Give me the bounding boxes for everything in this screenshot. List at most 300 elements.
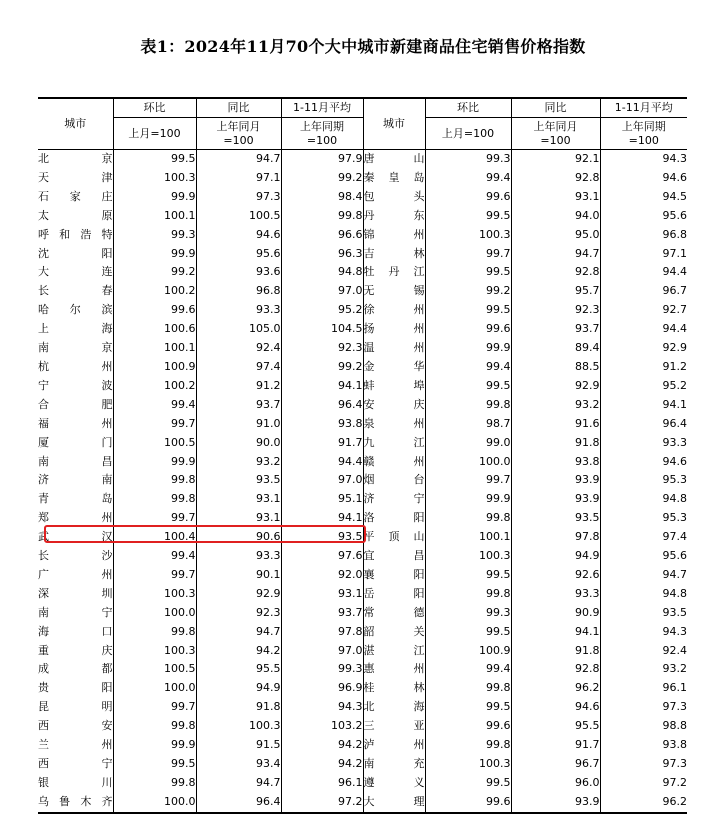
left-ytd-value: 97.8 xyxy=(281,623,363,642)
table-row xyxy=(38,660,687,679)
left-yoy-value: 105.0 xyxy=(196,320,281,339)
left-city-name: 郑州 xyxy=(38,511,113,525)
left-ytd-value: 104.5 xyxy=(281,320,363,339)
right-yoy-value: 93.9 xyxy=(511,793,600,813)
left-city-name: 呼和浩特 xyxy=(38,227,113,241)
table-row xyxy=(38,774,687,793)
right-ytd-value: 97.2 xyxy=(600,774,687,793)
left-ytd-value: 94.1 xyxy=(281,377,363,396)
left-yoy-value: 94.6 xyxy=(196,226,281,245)
right-yoy-value: 96.0 xyxy=(511,774,600,793)
left-yoy-value: 97.4 xyxy=(196,358,281,377)
right-ytd-value: 96.1 xyxy=(600,679,687,698)
left-yoy-value: 93.4 xyxy=(196,755,281,774)
left-ytd-value: 95.1 xyxy=(281,490,363,509)
right-mom-value: 99.3 xyxy=(425,604,511,623)
left-yoy-value: 94.2 xyxy=(196,642,281,661)
right-city-name: 烟台 xyxy=(363,471,425,490)
right-mom-value: 99.6 xyxy=(425,188,511,207)
left-yoy-value: 96.4 xyxy=(196,793,281,813)
left-mom-value: 100.0 xyxy=(113,793,196,813)
left-yoy-value: 95.6 xyxy=(196,245,281,264)
right-mom-value: 99.4 xyxy=(425,169,511,188)
header-yoy-base-text: 上年同月 =100 xyxy=(216,119,261,147)
right-ytd-value: 94.8 xyxy=(600,490,687,509)
right-ytd-value: 94.3 xyxy=(600,150,687,169)
left-yoy-value: 92.4 xyxy=(196,339,281,358)
right-yoy-value: 94.7 xyxy=(511,245,600,264)
left-city-name: 上海 xyxy=(38,322,113,336)
left-mom-value: 100.5 xyxy=(113,434,196,453)
right-ytd-value: 92.9 xyxy=(600,339,687,358)
right-city-name: 遵义 xyxy=(363,774,425,793)
left-ytd-value: 96.1 xyxy=(281,774,363,793)
right-mom-value: 99.8 xyxy=(425,736,511,755)
left-city-name: 南宁 xyxy=(38,605,113,619)
right-city-name: 九江 xyxy=(363,434,425,453)
left-city-name: 天津 xyxy=(38,170,113,184)
table-row xyxy=(38,339,687,358)
header-yoy-left: 同比 xyxy=(196,98,281,118)
left-mom-value: 99.8 xyxy=(113,471,196,490)
right-mom-value: 99.6 xyxy=(425,717,511,736)
left-mom-value: 100.5 xyxy=(113,660,196,679)
right-city-name: 扬州 xyxy=(363,320,425,339)
left-mom-value: 100.2 xyxy=(113,282,196,301)
left-ytd-value: 93.8 xyxy=(281,415,363,434)
right-yoy-value: 92.3 xyxy=(511,301,600,320)
right-ytd-value: 94.6 xyxy=(600,453,687,472)
left-yoy-value: 91.0 xyxy=(196,415,281,434)
right-mom-value: 99.8 xyxy=(425,396,511,415)
right-yoy-value: 91.8 xyxy=(511,434,600,453)
right-city-name: 锦州 xyxy=(363,226,425,245)
table-row xyxy=(38,717,687,736)
right-ytd-value: 94.7 xyxy=(600,566,687,585)
table-row xyxy=(38,396,687,415)
left-city-name: 济南 xyxy=(38,473,113,487)
right-ytd-value: 97.4 xyxy=(600,528,687,547)
left-yoy-value: 91.5 xyxy=(196,736,281,755)
left-yoy-value: 93.6 xyxy=(196,263,281,282)
right-city-name: 宜昌 xyxy=(363,547,425,566)
table-row xyxy=(38,301,687,320)
right-ytd-value: 95.6 xyxy=(600,207,687,226)
right-mom-value: 99.8 xyxy=(425,679,511,698)
right-city-name: 无锡 xyxy=(363,282,425,301)
left-city-name: 杭州 xyxy=(38,359,113,373)
right-yoy-value: 95.7 xyxy=(511,282,600,301)
right-ytd-value: 93.2 xyxy=(600,660,687,679)
left-ytd-value: 92.3 xyxy=(281,339,363,358)
right-ytd-value: 97.3 xyxy=(600,755,687,774)
left-city-name: 沈阳 xyxy=(38,246,113,260)
left-mom-value: 99.2 xyxy=(113,263,196,282)
right-ytd-value: 96.8 xyxy=(600,226,687,245)
right-yoy-value: 94.0 xyxy=(511,207,600,226)
right-mom-value: 99.2 xyxy=(425,282,511,301)
left-mom-value: 99.8 xyxy=(113,623,196,642)
right-mom-value: 99.4 xyxy=(425,660,511,679)
header-ytd-base-right xyxy=(600,118,687,150)
left-mom-value: 99.5 xyxy=(113,150,196,169)
right-ytd-value: 93.3 xyxy=(600,434,687,453)
left-ytd-value: 96.9 xyxy=(281,679,363,698)
right-yoy-value: 91.7 xyxy=(511,736,600,755)
right-mom-value: 100.3 xyxy=(425,226,511,245)
right-mom-value: 99.3 xyxy=(425,150,511,169)
right-mom-value: 98.7 xyxy=(425,415,511,434)
table-row xyxy=(38,207,687,226)
right-mom-value: 99.0 xyxy=(425,434,511,453)
left-city-name: 福州 xyxy=(38,416,113,430)
right-city-name: 常德 xyxy=(363,604,425,623)
header-mom-base-right: 上月=100 xyxy=(425,118,511,150)
right-yoy-value: 93.5 xyxy=(511,509,600,528)
right-mom-value: 99.5 xyxy=(425,774,511,793)
header-ytd-right: 1-11月平均 xyxy=(600,98,687,118)
right-yoy-value: 93.8 xyxy=(511,453,600,472)
left-mom-value: 100.0 xyxy=(113,604,196,623)
right-ytd-value: 93.5 xyxy=(600,604,687,623)
right-yoy-value: 92.1 xyxy=(511,150,600,169)
header-ytd-base-left xyxy=(281,118,363,150)
right-city-name: 韶关 xyxy=(363,623,425,642)
left-mom-value: 99.3 xyxy=(113,226,196,245)
header-ytd-left: 1-11月平均 xyxy=(281,98,363,118)
right-ytd-value: 93.8 xyxy=(600,736,687,755)
right-ytd-value: 95.2 xyxy=(600,377,687,396)
left-city-name: 合肥 xyxy=(38,397,113,411)
header-mom-base-left: 上月=100 xyxy=(113,118,196,150)
left-ytd-value: 99.8 xyxy=(281,207,363,226)
left-city-name: 石家庄 xyxy=(38,189,113,203)
right-mom-value: 99.5 xyxy=(425,623,511,642)
right-yoy-value: 91.6 xyxy=(511,415,600,434)
left-city-name: 昆明 xyxy=(38,700,113,714)
left-mom-value: 100.9 xyxy=(113,358,196,377)
right-ytd-value: 95.3 xyxy=(600,509,687,528)
header-yoy-base-right xyxy=(511,118,600,150)
left-yoy-value: 93.1 xyxy=(196,490,281,509)
left-mom-value: 99.4 xyxy=(113,547,196,566)
left-yoy-value: 97.3 xyxy=(196,188,281,207)
right-ytd-value: 94.6 xyxy=(600,169,687,188)
table-row xyxy=(38,453,687,472)
left-mom-value: 99.8 xyxy=(113,774,196,793)
left-yoy-value: 97.1 xyxy=(196,169,281,188)
right-yoy-value: 89.4 xyxy=(511,339,600,358)
right-yoy-value: 93.1 xyxy=(511,188,600,207)
left-mom-value: 100.3 xyxy=(113,169,196,188)
header-city-left: 城市 xyxy=(64,117,87,130)
left-yoy-value: 93.5 xyxy=(196,471,281,490)
right-city-name: 湛江 xyxy=(363,642,425,661)
right-city-name: 泸州 xyxy=(363,736,425,755)
left-ytd-value: 94.3 xyxy=(281,698,363,717)
table-row xyxy=(38,471,687,490)
right-city-name: 襄阳 xyxy=(363,566,425,585)
left-mom-value: 99.8 xyxy=(113,717,196,736)
left-mom-value: 99.9 xyxy=(113,188,196,207)
table-row xyxy=(38,793,687,813)
right-yoy-value: 92.6 xyxy=(511,566,600,585)
left-ytd-value: 94.8 xyxy=(281,263,363,282)
left-city-name: 哈尔滨 xyxy=(38,303,113,317)
left-ytd-value: 92.0 xyxy=(281,566,363,585)
left-yoy-value: 93.2 xyxy=(196,453,281,472)
table-row xyxy=(38,434,687,453)
right-yoy-value: 95.5 xyxy=(511,717,600,736)
table-row xyxy=(38,585,687,604)
page-title: 表1：2024年11月70个大中城市新建商品住宅销售价格指数 xyxy=(140,37,586,56)
right-mom-value: 99.6 xyxy=(425,320,511,339)
right-mom-value: 100.3 xyxy=(425,547,511,566)
left-city-name: 南京 xyxy=(38,341,113,355)
left-yoy-value: 91.8 xyxy=(196,698,281,717)
left-city-name: 武汉 xyxy=(38,530,113,544)
table-row xyxy=(38,623,687,642)
right-yoy-value: 96.7 xyxy=(511,755,600,774)
left-city-name: 宁波 xyxy=(38,378,113,392)
left-yoy-value: 93.7 xyxy=(196,396,281,415)
left-yoy-value: 94.7 xyxy=(196,623,281,642)
left-city-name: 大连 xyxy=(38,265,113,279)
left-ytd-value: 93.1 xyxy=(281,585,363,604)
header-yoy-right: 同比 xyxy=(511,98,600,118)
table-row xyxy=(38,226,687,245)
right-mom-value: 99.5 xyxy=(425,698,511,717)
left-city-name: 乌鲁木齐 xyxy=(38,794,113,808)
left-city-name: 深圳 xyxy=(38,586,113,600)
left-yoy-value: 91.2 xyxy=(196,377,281,396)
table-row xyxy=(38,566,687,585)
table-row xyxy=(38,358,687,377)
right-ytd-value: 94.1 xyxy=(600,396,687,415)
right-mom-value: 100.3 xyxy=(425,755,511,774)
right-yoy-value: 93.9 xyxy=(511,490,600,509)
right-city-name: 吉林 xyxy=(363,245,425,264)
right-city-name: 平顶山 xyxy=(363,528,425,547)
right-city-name: 泉州 xyxy=(363,415,425,434)
header-ytd-base-text: 上年同期 =100 xyxy=(621,119,666,147)
left-ytd-value: 97.2 xyxy=(281,793,363,813)
right-yoy-value: 92.8 xyxy=(511,263,600,282)
table-row xyxy=(38,150,687,169)
left-city-name: 兰州 xyxy=(38,738,113,752)
left-city-name: 厦门 xyxy=(38,435,113,449)
left-ytd-value: 93.7 xyxy=(281,604,363,623)
header-yoy-base-text: 上年同月 =100 xyxy=(533,119,578,147)
right-city-name: 桂林 xyxy=(363,679,425,698)
header-city-right: 城市 xyxy=(363,98,425,150)
right-city-name: 金华 xyxy=(363,358,425,377)
table-row xyxy=(38,547,687,566)
left-ytd-value: 94.4 xyxy=(281,453,363,472)
left-ytd-value: 96.6 xyxy=(281,226,363,245)
left-city-name: 成都 xyxy=(38,662,113,676)
left-mom-value: 99.8 xyxy=(113,490,196,509)
left-mom-value: 99.6 xyxy=(113,301,196,320)
right-mom-value: 99.9 xyxy=(425,490,511,509)
left-ytd-value: 98.4 xyxy=(281,188,363,207)
left-city-name: 长沙 xyxy=(38,549,113,563)
left-yoy-value: 94.7 xyxy=(196,774,281,793)
right-city-name: 北海 xyxy=(363,698,425,717)
right-city-name: 秦皇岛 xyxy=(363,169,425,188)
table-row xyxy=(38,698,687,717)
right-yoy-value: 97.8 xyxy=(511,528,600,547)
header-mom-left: 环比 xyxy=(113,98,196,118)
right-ytd-value: 95.3 xyxy=(600,471,687,490)
table-row xyxy=(38,490,687,509)
left-yoy-value: 100.5 xyxy=(196,207,281,226)
right-ytd-value: 94.8 xyxy=(600,585,687,604)
right-city-name: 大理 xyxy=(363,793,425,813)
right-yoy-value: 92.8 xyxy=(511,169,600,188)
left-mom-value: 99.9 xyxy=(113,245,196,264)
left-mom-value: 100.2 xyxy=(113,377,196,396)
right-mom-value: 99.6 xyxy=(425,793,511,813)
left-ytd-value: 99.2 xyxy=(281,358,363,377)
left-ytd-value: 97.0 xyxy=(281,282,363,301)
right-ytd-value: 97.3 xyxy=(600,698,687,717)
table-row xyxy=(38,320,687,339)
right-mom-value: 100.1 xyxy=(425,528,511,547)
left-yoy-value: 93.3 xyxy=(196,547,281,566)
table-row xyxy=(38,528,687,547)
right-city-name: 惠州 xyxy=(363,660,425,679)
left-mom-value: 99.5 xyxy=(113,755,196,774)
right-yoy-value: 94.9 xyxy=(511,547,600,566)
left-city-name: 长春 xyxy=(38,284,113,298)
left-ytd-value: 91.7 xyxy=(281,434,363,453)
left-yoy-value: 90.1 xyxy=(196,566,281,585)
right-ytd-value: 94.4 xyxy=(600,263,687,282)
left-city-name: 西安 xyxy=(38,719,113,733)
right-ytd-value: 97.1 xyxy=(600,245,687,264)
right-ytd-value: 94.5 xyxy=(600,188,687,207)
left-mom-value: 100.3 xyxy=(113,585,196,604)
table-body xyxy=(38,150,687,813)
right-city-name: 牡丹江 xyxy=(363,263,425,282)
left-city-name: 南昌 xyxy=(38,454,113,468)
table-row xyxy=(38,282,687,301)
right-mom-value: 99.7 xyxy=(425,245,511,264)
left-city-name: 青岛 xyxy=(38,492,113,506)
right-city-name: 包头 xyxy=(363,188,425,207)
left-yoy-value: 90.0 xyxy=(196,434,281,453)
left-mom-value: 99.7 xyxy=(113,509,196,528)
table-row xyxy=(38,736,687,755)
left-city-name: 西宁 xyxy=(38,757,113,770)
table-row xyxy=(38,509,687,528)
table-row xyxy=(38,642,687,661)
right-city-name: 徐州 xyxy=(363,301,425,320)
left-mom-value: 100.3 xyxy=(113,642,196,661)
left-mom-value: 100.1 xyxy=(113,207,196,226)
right-mom-value: 99.7 xyxy=(425,471,511,490)
right-ytd-value: 96.7 xyxy=(600,282,687,301)
right-city-name: 三亚 xyxy=(363,717,425,736)
right-city-name: 南充 xyxy=(363,755,425,774)
left-mom-value: 100.1 xyxy=(113,339,196,358)
right-yoy-value: 95.0 xyxy=(511,226,600,245)
right-ytd-value: 92.7 xyxy=(600,301,687,320)
table-row xyxy=(38,755,687,774)
left-ytd-value: 96.4 xyxy=(281,396,363,415)
left-city-name: 重庆 xyxy=(38,643,113,657)
left-yoy-value: 94.9 xyxy=(196,679,281,698)
right-mom-value: 100.0 xyxy=(425,453,511,472)
left-ytd-value: 97.0 xyxy=(281,471,363,490)
left-yoy-value: 94.7 xyxy=(196,150,281,169)
left-yoy-value: 100.3 xyxy=(196,717,281,736)
right-yoy-value: 93.9 xyxy=(511,471,600,490)
left-city-name: 北京 xyxy=(38,152,113,165)
right-mom-value: 99.4 xyxy=(425,358,511,377)
right-yoy-value: 93.7 xyxy=(511,320,600,339)
right-city-name: 唐山 xyxy=(363,150,425,169)
right-yoy-value: 94.1 xyxy=(511,623,600,642)
right-ytd-value: 96.2 xyxy=(600,793,687,813)
right-ytd-value: 94.4 xyxy=(600,320,687,339)
right-yoy-value: 94.6 xyxy=(511,698,600,717)
left-ytd-value: 94.2 xyxy=(281,755,363,774)
right-mom-value: 99.5 xyxy=(425,377,511,396)
left-ytd-value: 95.2 xyxy=(281,301,363,320)
table-row xyxy=(38,188,687,207)
left-ytd-value: 94.1 xyxy=(281,509,363,528)
table-row xyxy=(38,245,687,264)
left-ytd-value: 97.6 xyxy=(281,547,363,566)
table-row xyxy=(38,604,687,623)
left-city-name: 贵阳 xyxy=(38,681,113,695)
right-yoy-value: 93.3 xyxy=(511,585,600,604)
right-city-name: 岳阳 xyxy=(363,585,425,604)
left-mom-value: 100.0 xyxy=(113,679,196,698)
right-mom-value: 99.9 xyxy=(425,339,511,358)
left-yoy-value: 92.9 xyxy=(196,585,281,604)
right-city-name: 洛阳 xyxy=(363,509,425,528)
left-mom-value: 99.7 xyxy=(113,415,196,434)
right-city-name: 蚌埠 xyxy=(363,377,425,396)
left-ytd-value: 97.9 xyxy=(281,150,363,169)
left-ytd-value: 96.3 xyxy=(281,245,363,264)
left-ytd-value: 93.5 xyxy=(281,528,363,547)
right-yoy-value: 91.8 xyxy=(511,642,600,661)
right-yoy-value: 93.2 xyxy=(511,396,600,415)
right-yoy-value: 96.2 xyxy=(511,679,600,698)
right-city-name: 丹东 xyxy=(363,207,425,226)
header-ytd-base-text: 上年同期 =100 xyxy=(300,119,344,147)
left-mom-value: 99.4 xyxy=(113,396,196,415)
header-yoy-base-left xyxy=(196,118,281,150)
table-row xyxy=(38,679,687,698)
right-mom-value: 99.8 xyxy=(425,585,511,604)
right-ytd-value: 98.8 xyxy=(600,717,687,736)
left-mom-value: 100.6 xyxy=(113,320,196,339)
left-ytd-value: 97.0 xyxy=(281,642,363,661)
right-yoy-value: 92.8 xyxy=(511,660,600,679)
right-ytd-value: 95.6 xyxy=(600,547,687,566)
left-ytd-value: 103.2 xyxy=(281,717,363,736)
right-city-name: 赣州 xyxy=(363,453,425,472)
right-mom-value: 99.8 xyxy=(425,509,511,528)
left-yoy-value: 90.6 xyxy=(196,528,281,547)
left-ytd-value: 94.2 xyxy=(281,736,363,755)
right-ytd-value: 96.4 xyxy=(600,415,687,434)
